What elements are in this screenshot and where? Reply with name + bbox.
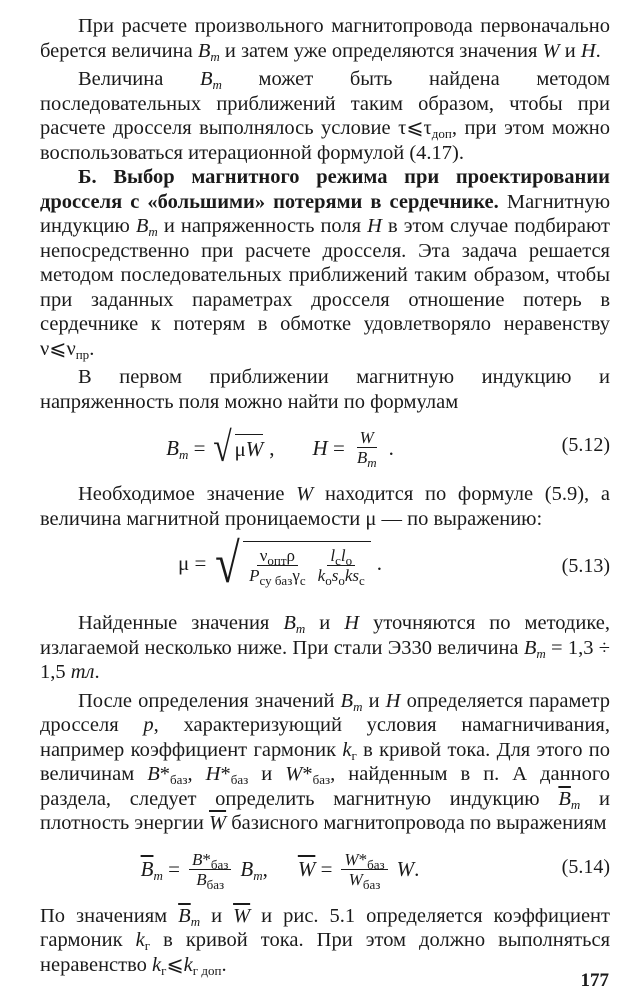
equation-5-14: $\overline{B}_m$ = $\frac{B*_{баз}}{B_{баз}}$ $B_m$, $\overline{W}$ = $\frac{W*_{баз}}{W_{баз}}$ W. (5.14) (140, 849, 610, 892)
equation-5-13: μ = √ $\frac{\nu_{опт}\rho}{P_{су баз}\gamma_с}$ $\frac{l_cl_o}{k_os_oks_c}$ . (5.13) (177, 532, 610, 595)
paragraph-5: Необходимое значение W находится по формуле (5.9), а величина магнитной проницаемости μ — по выражению: (40, 483, 610, 530)
paragraph-3: Б. Выбор магнитного режима при проектировании дросселя с «большими» потерями в сердечнике. Магнитную индукцию $B_m$ и напряженность поля H в этом случае подбирают непосредственно при расчете дросселя. Эта задача решается методом последовательных приближений таким образом, чтобы при заданных параметрах дросселя отношение потерь в сердечнике к потерям в обмотке удовлетворяло неравенству $\nu⩽\nu_{пр}$. (40, 166, 611, 362)
paragraph-1: При расчете произвольного магнитопровода первоначально берется величина $B_m$ и затем уже определяются значения W и H. (40, 15, 610, 64)
equation-number: (5.13) (561, 555, 610, 577)
paragraph-4: В первом приближении магнитную индукцию и напряженность поля можно найти по формулам (40, 366, 610, 413)
equation-number: (5.12) (561, 434, 610, 456)
paragraph-6: Найденные значения $B_m$ и H уточняются по методике, излагаемой несколько ниже. При стали Э330 величина $B_m = 1,3 \div 1,5$ тл. (40, 612, 610, 683)
paragraph-2: Величина $B_m$ может быть найдена методом последовательных приближений таким образом, чтобы при расчете дросселя выполнялось условие $\tau⩽\tau_{доп}$, при этом можно воспользоваться итерационной формулой (4.17). (40, 68, 611, 164)
page-number: 177 (580, 970, 609, 991)
equation-number: (5.14) (561, 855, 610, 878)
paragraph-7: После определения значений $B_m$ и H определяется параметр дросселя p, характеризующий условия намагничивания, например коэффициент гармоник $k_г$ в кривой тока. Для этого по величинам $B*_{баз}$, $H*_{баз}$ и $W*_{баз}$, найденным в п. А данного раздела, следует определить магнитную индукцию $\overline{B}_m$ и плотность энергии $\overline{W}$ базисного магнитопровода по выражениям (40, 689, 610, 834)
paragraph-8: По значениям $\overline{B}_m$ и $\overline{W}$ и рис. 5.1 определяется коэффициент гармоник $k_г$ в кривой тока. При этом должно выполняться неравенство $k_г⩽k_{г доп}$. (40, 904, 610, 978)
page-body (40, 14, 610, 977)
section-heading: Б. Выбор магнитного режима при проектировании дросселя с «большими» потерями в сердечнике. (40, 166, 610, 213)
equation-5-12: $B_m$ = √ μ W , H = $\frac{W}{B_m}$ . (5.12) (166, 425, 610, 471)
